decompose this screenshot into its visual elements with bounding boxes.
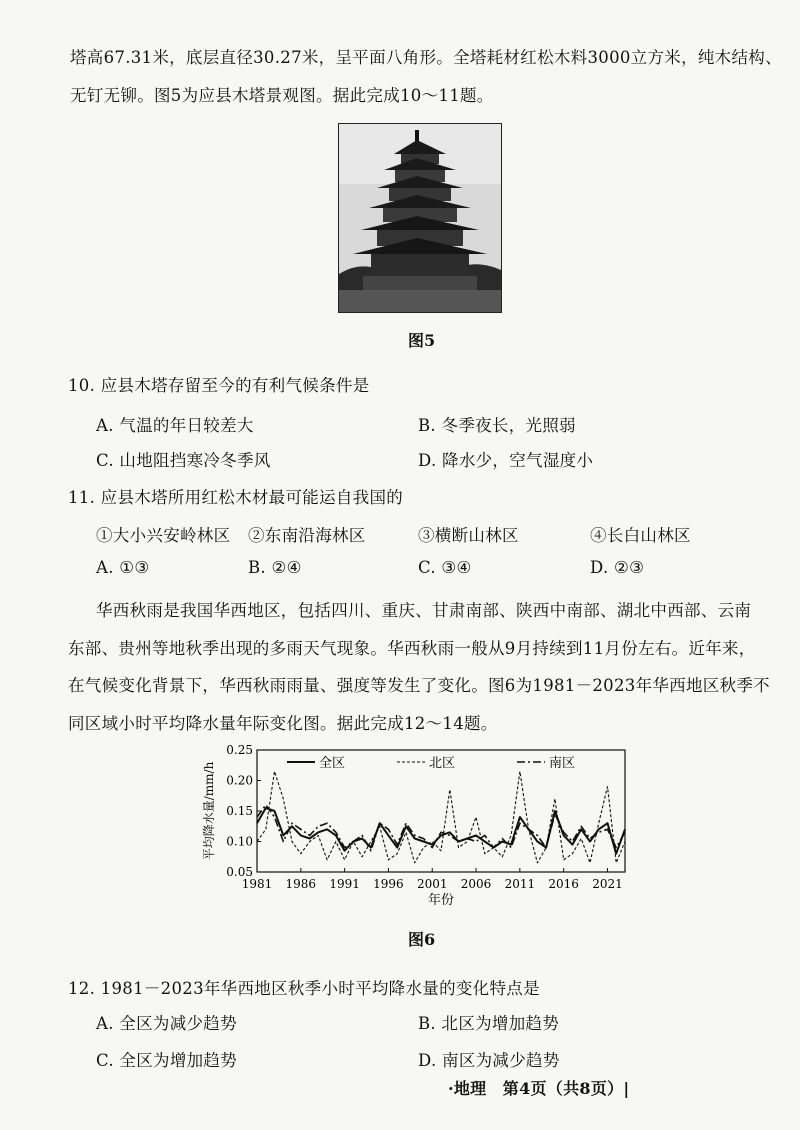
q10-option-d: D. 降水少，空气湿度小 (418, 451, 594, 470)
intro-line-1: 塔高67.31米，底层直径30.27米，呈平面八角形。全塔耗材红松木料3000立方米，纯木结构、 (70, 48, 782, 67)
page-footer: ·地理 第4页（共8页）| (448, 1079, 630, 1098)
q12-option-b: B. 北区为增加趋势 (418, 1014, 560, 1033)
figure-6-line-chart (195, 740, 645, 915)
q11-stem: 11. 应县木塔所用红松木材最可能运自我国的 (68, 488, 404, 507)
passage2-line-2: 东部、贵州等地秋季出现的多雨天气现象。华西秋雨一般从9月持续到11月份左右。近年来， (68, 639, 756, 658)
q11-item-4: ④长白山林区 (590, 526, 691, 545)
x-tick-label: 1996 (373, 877, 404, 891)
x-axis-title: 年份 (427, 893, 455, 908)
q12-option-a: A. 全区为减少趋势 (96, 1014, 237, 1033)
x-tick-label: 2011 (504, 877, 536, 891)
q11-option-a: A. ①③ (96, 558, 150, 577)
q10-option-a: A. 气温的年日较差大 (96, 416, 254, 435)
q11-item-2: ②东南沿海林区 (248, 526, 366, 545)
q12-option-c: C. 全区为增加趋势 (96, 1051, 238, 1070)
y-tick-label: 0.20 (226, 773, 253, 788)
y-tick-label: 0.05 (226, 865, 253, 879)
y-tick-label: 0.25 (226, 743, 253, 757)
q10-option-b: B. 冬季夜长，光照弱 (418, 416, 576, 435)
figure-6-caption: 图6 (408, 930, 436, 949)
q12-option-d: D. 南区为减少趋势 (418, 1051, 560, 1070)
series-line-3 (257, 805, 625, 851)
x-tick-label: 2006 (460, 877, 492, 891)
legend-label-3: 南区 (549, 756, 576, 771)
x-tick-label: 2016 (548, 877, 579, 891)
x-tick-label: 1991 (329, 877, 360, 891)
series-line-2 (257, 771, 625, 862)
x-tick-label: 1986 (285, 877, 317, 891)
passage2-line-3: 在气候变化背景下，华西秋雨雨量、强度等发生了变化。图6为1981－2023年华西地区秋季不 (68, 676, 770, 695)
y-axis-title: 平均降水量/mm/h (202, 761, 216, 861)
intro-line-2: 无钉无铆。图5为应县木塔景观图。据此完成10～11题。 (70, 86, 494, 105)
q11-option-d: D. ②③ (590, 558, 645, 577)
x-tick-label: 2001 (416, 877, 448, 891)
passage2-line-4: 同区域小时平均降水量年际变化图。据此完成12～14题。 (68, 714, 498, 733)
x-tick-label: 1981 (241, 877, 273, 891)
q11-item-1: ①大小兴安岭林区 (96, 526, 231, 545)
y-tick-label: 0.15 (226, 804, 253, 818)
figure-5-caption: 图5 (408, 331, 436, 350)
q11-option-c: C. ③④ (418, 558, 472, 577)
x-tick-label: 2021 (592, 877, 623, 891)
q11-item-3: ③横断山林区 (418, 526, 519, 545)
q10-stem: 10. 应县木塔存留至今的有利气候条件是 (68, 376, 370, 395)
legend-label-2: 北区 (429, 756, 456, 771)
passage2-line-1: 华西秋雨是我国华西地区，包括四川、重庆、甘肃南部、陕西中南部、湖北中西部、云南 (96, 601, 752, 620)
q10-option-c: C. 山地阻挡寒冷冬季风 (96, 451, 271, 470)
y-tick-label: 0.10 (226, 834, 253, 849)
q11-option-b: B. ②④ (248, 558, 302, 577)
q12-stem: 12. 1981－2023年华西地区秋季小时平均降水量的变化特点是 (68, 979, 540, 998)
wooden-pagoda-photo (338, 123, 502, 313)
legend-label-1: 全区 (319, 756, 346, 771)
